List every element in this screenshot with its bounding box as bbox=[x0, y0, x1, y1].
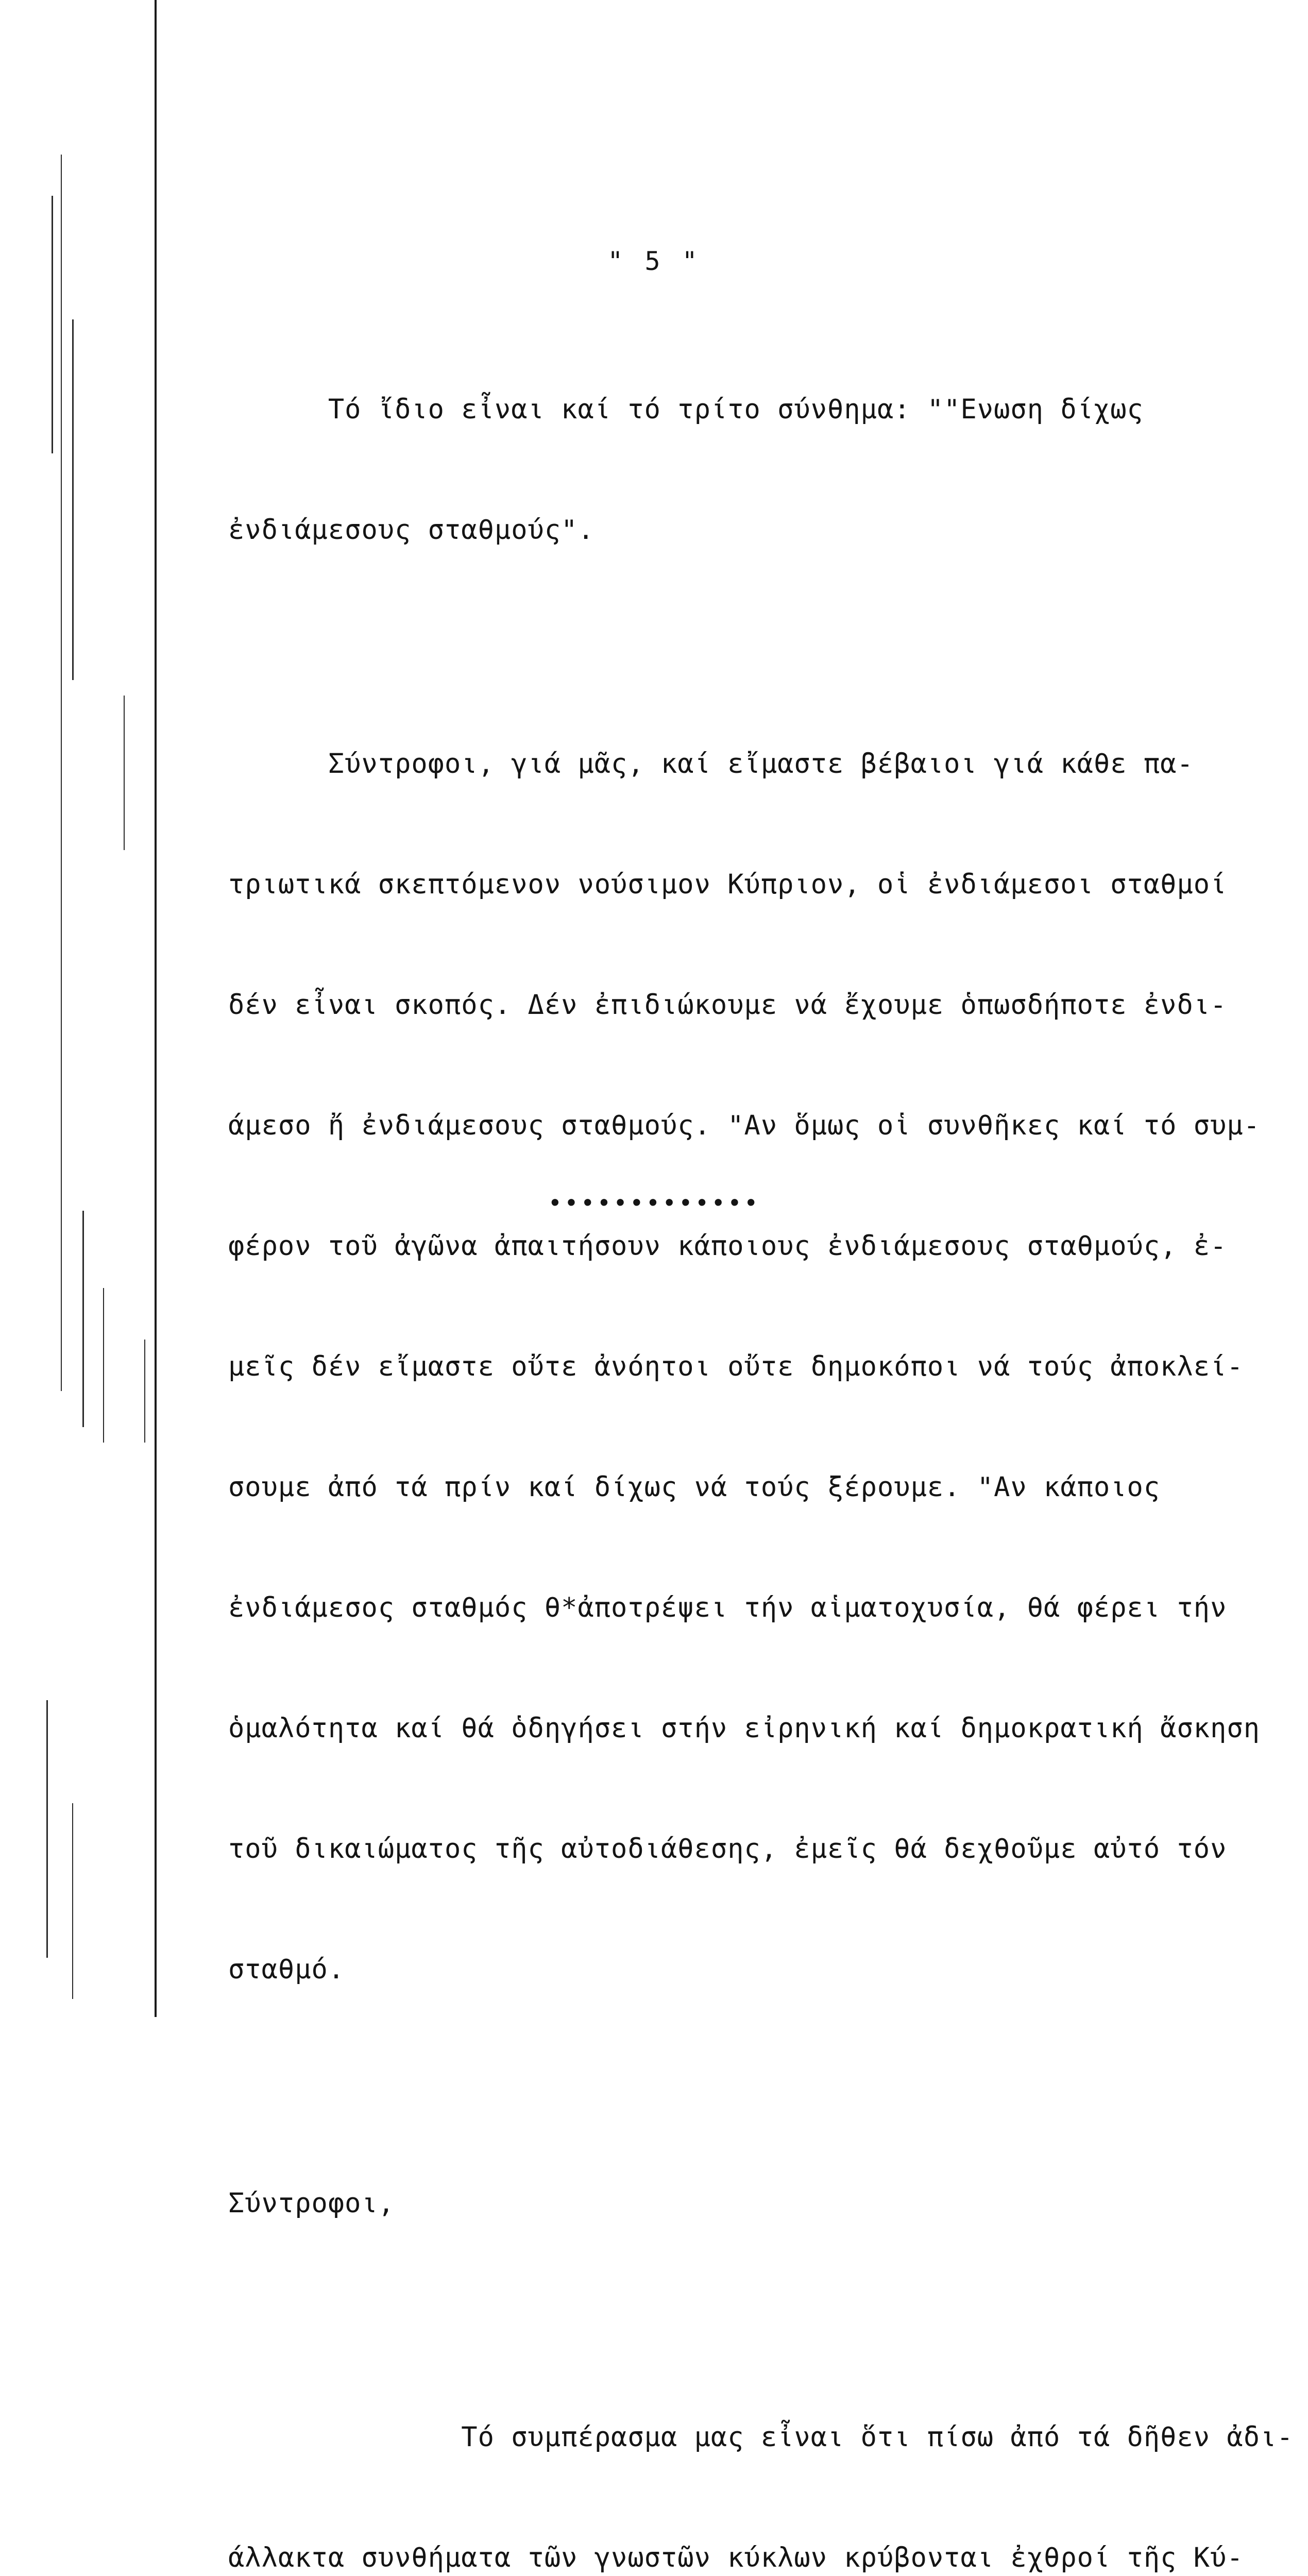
paragraph-2-line: ὁμαλότητα καί θά ὁδηγήσει στήν εἰρηνική καί δημοκρατική ἄσκηση bbox=[228, 1713, 1261, 1744]
scan-mark bbox=[144, 1340, 145, 1443]
paragraph-2-line: Σύντροφοι, γιά μᾶς, καί εἴμαστε βέβαιοι γιά κάθε πα- bbox=[228, 749, 1194, 779]
left-margin-rule bbox=[155, 0, 157, 2017]
scan-mark bbox=[103, 1288, 104, 1443]
scan-mark bbox=[72, 319, 74, 680]
paragraph-2-line: δέν εἶναι σκοπός. Δέν ἐπιδιώκουμε νά ἔχουμε ὁπωσδήποτε ἐνδι- bbox=[228, 990, 1227, 1021]
paragraph-1-line: ἐνδιάμεσους σταθμούς". bbox=[228, 515, 594, 546]
scan-mark bbox=[46, 1700, 48, 1958]
scan-mark bbox=[52, 196, 53, 453]
paragraph-2-line: μεῖς δέν εἴμαστε οὔτε ἀνόητοι οὔτε δημοκόποι νά τούς ἀποκλεί- bbox=[228, 1351, 1244, 1382]
end-of-text-marker: ••••••••••••• bbox=[548, 1189, 760, 1217]
paragraph-2-line: ἐνδιάμεσος σταθμός θ*ἀποτρέψει τήν αἱματοχυσία, θά φέρει τήν bbox=[228, 1592, 1227, 1623]
scan-mark bbox=[124, 696, 125, 850]
paragraph-3-line: Τό συμπέρασμα μας εἶναι ὅτι πίσω ἀπό τά δῆθεν ἀδι- bbox=[228, 2422, 1294, 2453]
paragraph-2-line: τοῦ δικαιώματος τῆς αὐτοδιάθεσης, ἐμεῖς θά δεχθοῦμε αὐτό τόν bbox=[228, 1834, 1227, 1865]
paragraph-2-line: σταθμό. bbox=[228, 1954, 345, 1985]
paragraph-2-line: τριωτικά σκεπτόμενον νούσιμον Κύπριον, οἱ ἐνδιάμεσοι σταθμοί bbox=[228, 869, 1227, 900]
paragraph-2-line: άμεσο ἤ ἐνδιάμεσους σταθμούς. "Αν ὅμως οἱ συνθῆκες καί τό συμ- bbox=[228, 1110, 1261, 1141]
paragraph-1-line: Τό ἴδιο εἶναι καί τό τρίτο σύνθημα: ""Ενωση δίχως bbox=[228, 394, 1144, 425]
scan-mark bbox=[82, 1211, 84, 1427]
paragraph-3-line: άλλακτα συνθήματα τῶν γνωστῶν κύκλων κρύβονται ἐχθροί τῆς Κύ- bbox=[228, 2543, 1244, 2573]
scan-mark bbox=[72, 1803, 73, 1999]
salutation: Σύντροφοι, bbox=[228, 2188, 395, 2219]
page-number: " 5 " bbox=[607, 246, 701, 276]
document-body bbox=[228, 309, 1294, 2576]
paragraph-2-line: φέρον τοῦ ἀγῶνα ἀπαιτήσουν κάποιους ἐνδιάμεσους σταθμούς, ἐ- bbox=[228, 1231, 1227, 1262]
paragraph-2-line: σουμε ἀπό τά πρίν καί δίχως νά τούς ξέρουμε. "Αν κάποιος bbox=[228, 1472, 1161, 1503]
